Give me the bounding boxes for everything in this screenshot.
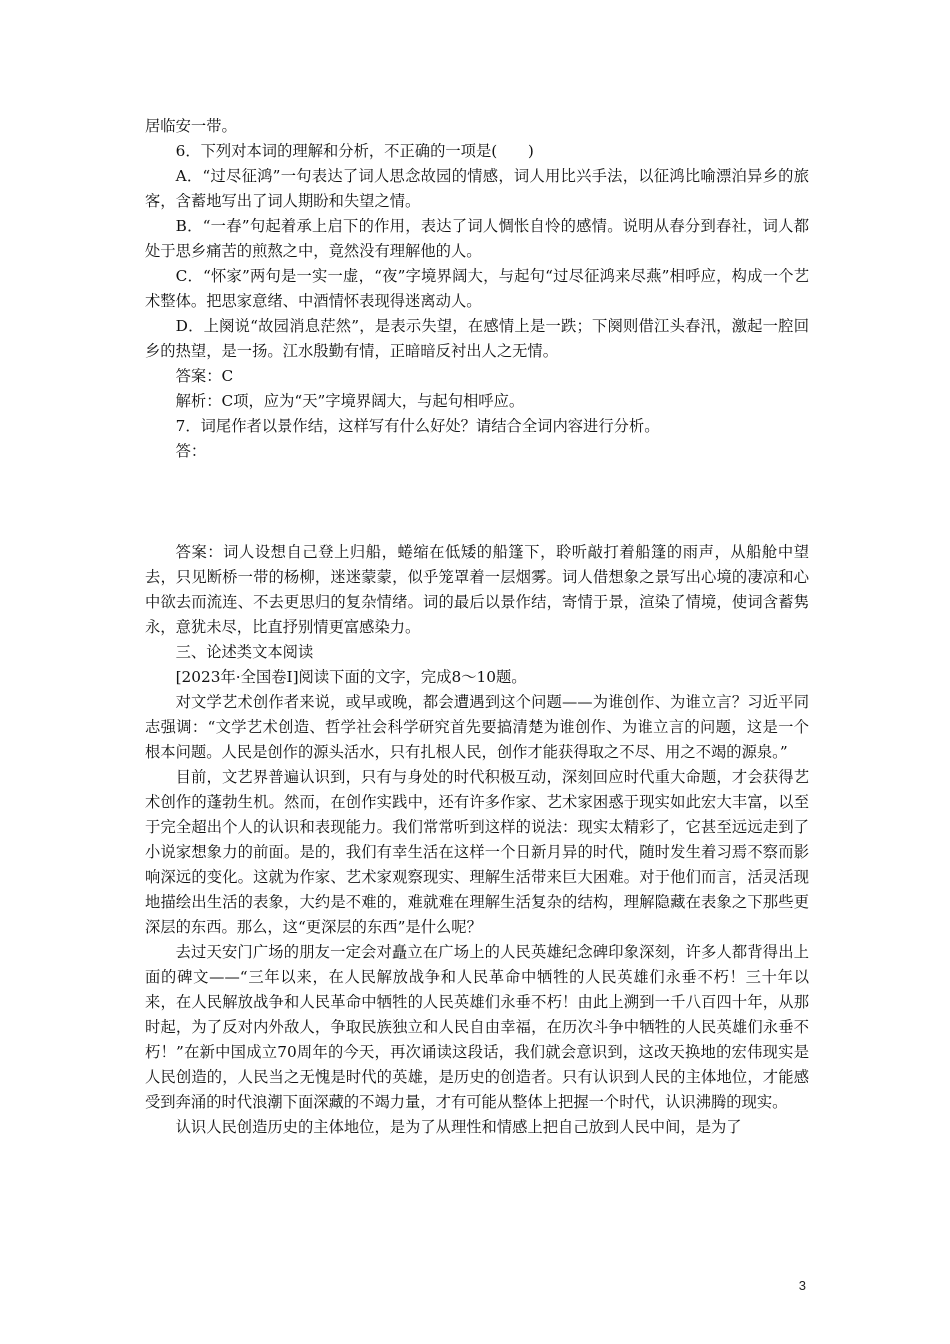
question-7-stem: 7．词尾作者以景作结，这样写有什么好处？请结合全词内容进行分析。 [175,417,660,435]
question-6-option-d: D．上阕说“故园消息茫然”，是表示失望，在感情上是一跌；下阕则借江头春汛，激起一腔回乡的热望，是一扬。江水殷勤有情，正暗暗反衬出人之无情。 [145,317,809,360]
article-paragraph-4: 认识人民创造历史的主体地位，是为了从理性和情感上把自己放到人民中间，是为了 [175,1118,742,1136]
paragraph-continued: 居临安一带。 [145,117,237,135]
answer-blank-space [145,464,809,540]
question-6-stem: 6．下列对本词的理解和分析，不正确的一项是( ) [175,142,534,160]
question-6-option-a: A．“过尽征鸿”一句表达了词人思念故园的情感，词人用比兴手法，以征鸿比喻漂泊异乡的旅客，含蓄地写出了词人期盼和失望之情。 [145,167,809,210]
question-7-answer: 答案：词人设想自己登上归船，蜷缩在低矮的船篷下，聆听敲打着船篷的雨声，从船舱中望去，只见断桥一带的杨柳，迷迷蒙蒙，似乎笼罩着一层烟雾。词人借想象之景写出心境的凄凉和心中欲去而流连、不去更思归的复杂情绪。词的最后以景作结，寄情于景，渲染了情境，使词含蓄隽永，意犹未尽，比直抒别情更富感染力。 [145,543,809,636]
article-paragraph-2: 目前，文艺界普遍认识到，只有与身处的时代积极互动，深刻回应时代重大命题，才会获得艺术创作的蓬勃生机。然而，在创作实践中，还有许多作家、艺术家困惑于现实如此宏大丰富，以至于完全超出个人的认识和表现能力。我们常常听到这样的说法：现实太精彩了，它甚至远远走到了小说家想象力的前面。是的，我们有幸生活在这样一个日新月异的时代，随时发生着习焉不察而影响深远的变化。这就为作家、艺术家观察现实、理解生活带来巨大困难。对于他们而言，活灵活现地描绘出生活的表象，大约是不难的，难就难在理解生活复杂的结构，理解隐藏在表象之下那些更深层的东西。那么，这“更深层的东西”是什么呢？ [145,768,809,936]
document-body [145,114,809,1140]
section-3-heading: 三、论述类文本阅读 [175,643,314,661]
section-3-source: [2023年·全国卷Ⅰ]阅读下面的文字，完成8～10题。 [175,668,527,686]
question-7-answer-prompt: 答： [175,442,207,460]
question-6-answer: 答案：C [175,367,234,385]
page-number: 3 [798,1278,806,1293]
question-6-analysis: 解析：C项，应为“天”字境界阔大，与起句相呼应。 [175,392,525,410]
question-6-option-b: B．“一春”句起着承上启下的作用，表达了词人惆怅自怜的感情。说明从春分到春社，词人都处于思乡痛苦的煎熬之中，竟然没有理解他的人。 [145,217,809,260]
article-paragraph-3: 去过天安门广场的朋友一定会对矗立在广场上的人民英雄纪念碑印象深刻，许多人都背得出上面的碑文——“三年以来，在人民解放战争和人民革命中牺牲的人民英雄们永垂不朽！三十年以来，在人民解放战争和人民革命中牺牲的人民英雄们永垂不朽！由此上溯到一千八百四十年，从那时起，为了反对内外敌人，争取民族独立和人民自由幸福，在历次斗争中牺牲的人民英雄们永垂不朽！”在新中国成立70周年的今天，再次诵读这段话，我们就会意识到，这改天换地的宏伟现实是人民创造的，人民当之无愧是时代的英雄，是历史的创造者。只有认识到人民的主体地位，才能感受到奔涌的时代浪潮下面深藏的不竭力量，才有可能从整体上把握一个时代，认识沸腾的现实。 [145,943,809,1111]
article-paragraph-1: 对文学艺术创作者来说，或早或晚，都会遭遇到这个问题——为谁创作、为谁立言？习近平同志强调：“文学艺术创造、哲学社会科学研究首先要搞清楚为谁创作、为谁立言的问题，这是一个根本问题。人民是创作的源头活水，只有扎根人民，创作才能获得取之不尽、用之不竭的源泉。” [145,693,809,761]
question-6-option-c: C．“怀家”两句是一实一虚，“夜”字境界阔大，与起句“过尽征鸿来尽燕”相呼应，构成一个艺术整体。把思家意绪、中酒情怀表现得迷离动人。 [145,267,809,310]
